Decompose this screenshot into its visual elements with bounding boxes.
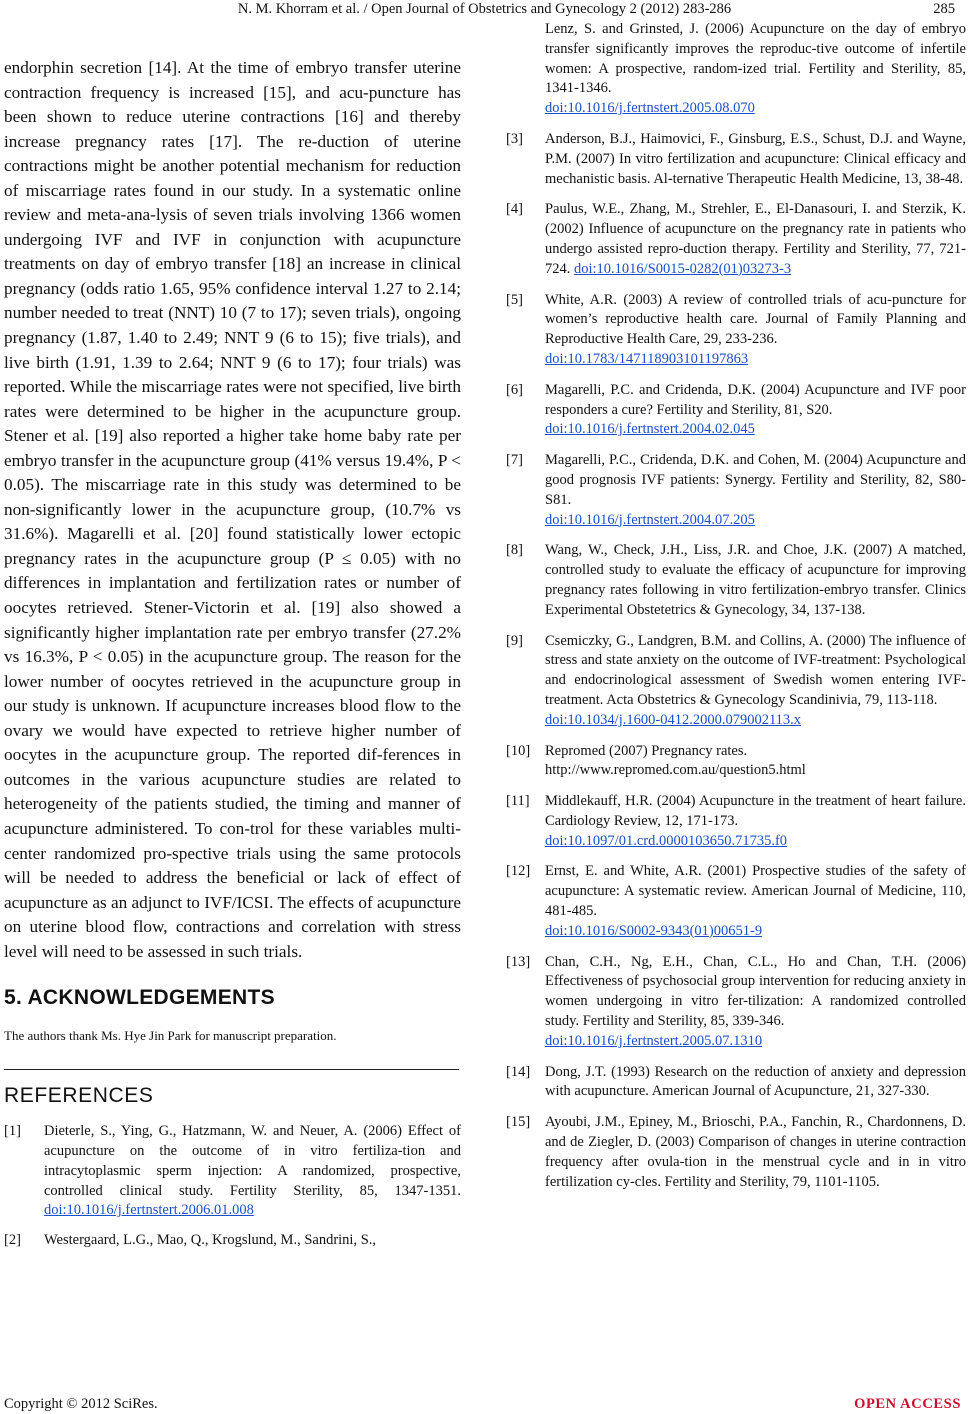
doi-link[interactable]: doi:10.1097/01.crd.0000103650.71735.f0 — [545, 832, 788, 849]
reference-number: [1] — [4, 1123, 21, 1140]
reference-item — [506, 1113, 966, 1192]
reference-text: Dong, J.T. (1993) Research on the reduction of anxiety and depression with acupuncture. American Journal of Acupuncture, 21, 327-330. — [545, 1063, 966, 1100]
reference-item — [506, 381, 966, 440]
reference-item — [506, 953, 966, 1052]
reference-item — [4, 1231, 461, 1251]
reference-text: Wang, W., Check, J.H., Liss, J.R. and Choe, J.K. (2007) A matched, controlled study to evaluate the efficacy of acupuncture for improving pregnancy rates following in vitro fertilization-embryo transfer. Clinics Experimental Obstetetrics & Gynecology, 34, 137-138. — [545, 542, 966, 618]
reference-text: Paulus, W.E., Zhang, M., Strehler, E., El-Danasouri, I. and Sterzik, K. (2002) Influence of acupuncture on the pregnancy rate in patients who undergo assisted repro-duction therapy. Fertility and Sterility, 77, 721-724. — [545, 201, 966, 277]
doi-link[interactable]: doi:10.1016/j.fertnstert.2004.07.205 — [545, 511, 755, 528]
reference-text: Repromed (2007) Pregnancy rates. — [545, 742, 748, 759]
reference-item — [506, 632, 966, 731]
reference-number: [14] — [506, 1063, 531, 1080]
reference-text: Ernst, E. and White, A.R. (2001) Prospective studies of the safety of acupuncture: A systematic review. American Journal of Medicine, 110, 481-485. — [545, 863, 966, 920]
reference-text: Middlekauff, H.R. (2004) Acupuncture in the treatment of heart failure. Cardiology Review, 12, 171-173. — [545, 793, 966, 829]
reference-list-right — [506, 20, 966, 1192]
reference-item — [506, 1063, 966, 1103]
reference-number: [5] — [506, 291, 523, 308]
reference-list-left — [4, 1122, 461, 1251]
copyright-notice: Copyright © 2012 SciRes. — [4, 1396, 158, 1412]
doi-link[interactable]: doi:10.1016/j.fertnstert.2005.07.1310 — [545, 1032, 763, 1049]
reference-number: [10] — [506, 742, 531, 759]
running-title: N. M. Khorram et al. / Open Journal of Obstetrics and Gynecology 2 (2012) 283-286 — [237, 1, 732, 17]
reference-number: [6] — [506, 381, 523, 398]
reference-number: [2] — [4, 1232, 21, 1249]
reference-text: Csemiczky, G., Landgren, B.M. and Collins, A. (2000) The influence of stress and state anxiety on the outcome of IVF-treatment: Psychological and endocrinological assessment of Swedish women entering IVF-treatment. Acta Obstetrics & Gynecology Scandinivia, 79, 113-118. — [545, 632, 966, 708]
reference-item — [4, 1122, 461, 1221]
reference-text: Anderson, B.J., Haimovici, F., Ginsburg, E.S., Schust, D.J. and Wayne, P.M. (2007) In vitro fertilization and acupuncture: Clinical efficacy and mechanistic basis. Al-ternative Therapeutic Health Medicine, 13, 38-48. — [545, 130, 966, 187]
doi-link[interactable]: doi:10.1016/j.fertnstert.2005.08.070 — [545, 100, 755, 117]
reference-number: [8] — [506, 542, 523, 559]
doi-link[interactable]: doi:10.1016/j.fertnstert.2006.01.008 — [44, 1202, 254, 1219]
acknowledgements-heading: 5. ACKNOWLEDGEMENTS — [4, 986, 275, 1010]
reference-item — [506, 792, 966, 851]
reference-number: [11] — [506, 793, 530, 810]
right-column — [506, 20, 966, 1192]
reference-number: [9] — [506, 632, 523, 649]
acknowledgements-text: The authors thank Ms. Hye Jin Park for manuscript preparation. — [4, 1028, 337, 1044]
reference-text: Lenz, S. and Grinsted, J. (2006) Acupuncture on the day of embryo transfer significantly improves the reproduc-tive outcome of infertile women: A prospective, random-ized trial. Fertility and Sterility, 85, 1341-1346. — [545, 21, 966, 97]
doi-link[interactable]: doi:10.1034/j.1600-0412.2000.079002113.x — [545, 711, 802, 728]
reference-item — [506, 541, 966, 620]
reference-item — [506, 200, 966, 279]
reference-item — [506, 20, 966, 119]
reference-text: Dieterle, S., Ying, G., Hatzmann, W. and Neuer, A. (2006) Effect of acupuncture on the outcome of in vitro fertiliza-tion and intracytoplasmic sperm injection: A randomized, prospective, controlled clinical study. Fertility Sterility, 85, 1347-1351. — [44, 1123, 461, 1199]
doi-link[interactable]: doi:10.1783/147118903101197863 — [545, 350, 749, 367]
page-number: 285 — [933, 1, 955, 17]
reference-text: Westergaard, L.G., Mao, Q., Krogslund, M., Sandrini, S., — [44, 1232, 377, 1249]
reference-text: White, A.R. (2003) A review of controlled trials of acu-puncture for women’s reproductive health care. Journal of Family Planning and Reproductive Health Care, 29, 233-236. — [545, 291, 966, 348]
discussion-paragraph: endorphin secretion [14]. At the time of embryo transfer uterine contraction frequency is increased [15], and acu-puncture has been shown to reduce uterine contractions [16] and thereby increase pregnancy rates [17]. The re-duction of uterine contractions might be another potential mechanism for reduction of miscarriage rates found in our study. In a systematic online review and meta-ana-lysis of seven trials involving 1366 women undergoing IVF and IVF in conjunction with acupuncture treatments on day of embryo transfer [18] an increase in clinical pregnancy (odds ratio 1.65, 95% confidence interval 1.27 to 2.14; number needed to treat (NNT) 10 (7 to 17); seven trials), ongoing pregnancy (1.87, 1.40 to 2.49; NNT 9 (6 to 15); five trials), and live birth (1.91, 1.39 to 2.64; NNT 9 (6 to 17); four trials) was reported. While the miscarriage rates were not specified, live birth rates were determined to be higher in the acupuncture group. Stener et al. [19] also reported a higher take home baby rate per embryo transfer in the acupuncture group (41% versus 19.4%, P < 0.05). The miscarriage rate in this study was determined to be non-significantly lower in the acupuncture group, (10.7% vs 31.6%). Magarelli et al. [20] found statistically lower ectopic pregnancy rates in the acupuncture group (P ≤ 0.05) with no differences in implantation and fertilization rates or number of oocytes retrieved. Stener-Victorin et al. [19] also showed a significantly higher implantation rate per embryo transfer (27.2% vs 16.3%, P < 0.05) in the acupuncture group. The reason for the lower number of oocytes retrieved in the acupuncture group in our study is unknown. If acupuncture increases blood flow to the ovary we would have expected to retrieve higher number of oocytes in the acupuncture group. The reported dif-ferences in outcomes in the various acupuncture studies are related to heterogeneity of the patients studied, the timing and manner of acupuncture administered. To con-trol for these variables multi-center randomized pro-spective trials using the same protocols will be needed to address the beneficial or lack of effect of acupuncture as an adjunct to IVF/ICSI. The effects of acupuncture on uterine blood flow, contractions and correlation with stress level will need to be assessed in such trials. — [4, 58, 461, 961]
reference-number: [7] — [506, 452, 523, 469]
reference-number: [12] — [506, 863, 531, 880]
open-access-label: OPEN ACCESS — [854, 1396, 961, 1412]
reference-number: [3] — [506, 130, 523, 147]
reference-item — [506, 291, 966, 370]
section-divider — [4, 1069, 459, 1070]
reference-item — [506, 742, 966, 782]
doi-link[interactable]: doi:10.1016/S0002-9343(01)00651-9 — [545, 922, 763, 939]
doi-link[interactable]: doi:10.1016/j.fertnstert.2004.02.045 — [545, 421, 755, 438]
doi-link[interactable]: doi:10.1016/S0015-0282(01)03273-3 — [574, 260, 792, 277]
reference-text: Magarelli, P.C. and Cridenda, D.K. (2004) Acupuncture and IVF poor responders a cure? Fertility and Sterility, 81, S20. — [545, 381, 966, 418]
reference-text: Chan, C.H., Ng, E.H., Chan, C.L., Ho and Chan, T.H. (2006) Effectiveness of psychosocial group intervention for reducing anxiety in women undergoing in vitro fer-tilization: A randomized controlled study. Fertility and Sterility, 85, 339-346. — [545, 953, 966, 1030]
page-footer — [0, 1378, 969, 1412]
reference-item — [506, 130, 966, 189]
reference-text: Ayoubi, J.M., Epiney, M., Brioschi, P.A., Fanchin, R., Chardonnens, D. and de Ziegler, D. (2003) Comparison of changes in uterine contraction frequency after ovula-tion in the menstrual cycle and in in vitro fertilization cy-cles. Fertility and Sterility, 79, 1101-1105. — [545, 1114, 966, 1190]
references-heading: REFERENCES — [4, 1084, 154, 1108]
reference-text: Magarelli, P.C., Cridenda, D.K. and Cohen, M. (2004) Acupuncture and good prognosis IVF patients: Synergy. Fertility and Sterility, 82, S80-S81. — [545, 452, 966, 508]
reference-item — [506, 862, 966, 941]
reference-url: http://www.repromed.com.au/question5.html — [545, 762, 806, 779]
reference-number: [15] — [506, 1114, 531, 1131]
reference-number: [13] — [506, 953, 531, 970]
left-column — [4, 56, 461, 1251]
reference-number: [4] — [506, 201, 523, 218]
reference-item — [506, 451, 966, 530]
